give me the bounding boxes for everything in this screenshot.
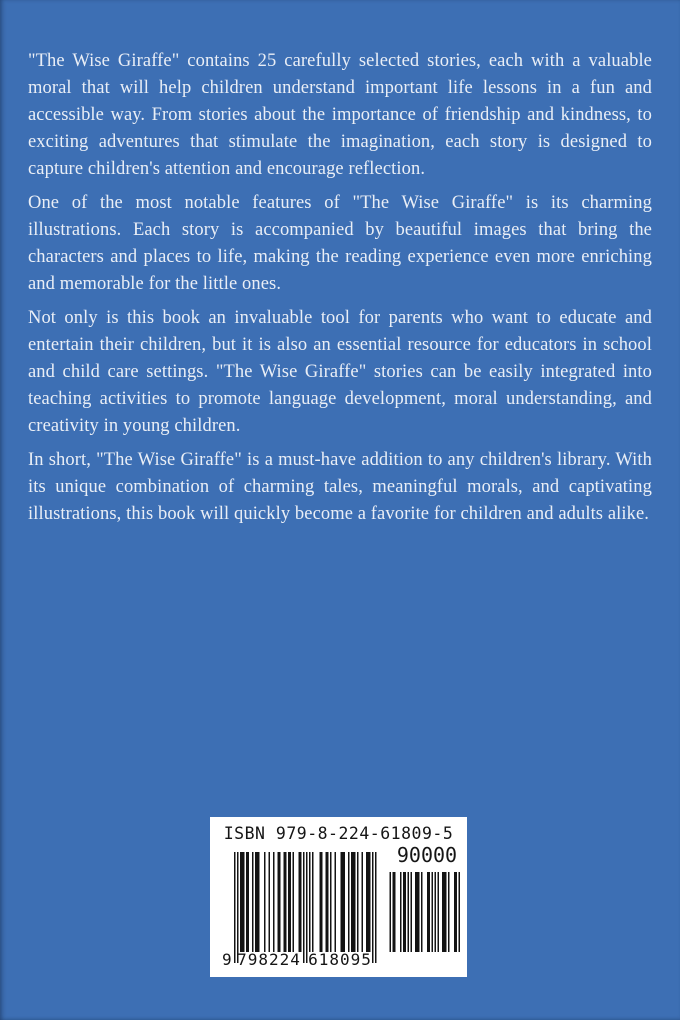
blurb-paragraph-4: In short, "The Wise Giraffe" is a must-have addition to any children's library. With its unique combination of charming tales, meaningful morals, and captivating illustrations, this book will quickly become a favorite for children and adults alike. — [28, 450, 652, 524]
blurb-paragraph-2: One of the most notable features of "The Wise Giraffe" is its charming illustrations. Each story is accompanied by beautiful images that bring the characters and places to life, making the reading experience even more enriching and memorable for the little ones. — [28, 193, 652, 294]
blurb-text-block — [28, 48, 652, 535]
ean13-digits-left: 798224 — [237, 950, 301, 969]
blurb-paragraph-1: "The Wise Giraffe" contains 25 carefully selected stories, each with a valuable moral that will help children understand important life lessons in a fun and accessible way. From stories about the importance of friendship and kindness, to exciting adventures that stimulate the imagination, each story is designed to capture children's attention and encourage reflection. — [28, 51, 652, 179]
ean13-human-digits — [220, 950, 380, 970]
ean13-barcode — [234, 852, 377, 963]
blurb-paragraph-3: Not only is this book an invaluable tool for parents who want to educate and entertain their children, but it is also an essential resource for educators in school and child care settings. "The Wise Giraffe" stories can be easily integrated into teaching activities to promote language development, moral understanding, and creativity in young children. — [28, 308, 652, 436]
ean13-digits-right: 618095 — [308, 950, 372, 969]
isbn-number-label: ISBN 979-8-224-61809-5 — [223, 824, 454, 843]
ean5-supplement-barcode — [388, 872, 460, 952]
price-supplement-label: 90000 — [396, 843, 458, 867]
isbn-barcode-panel — [210, 817, 467, 977]
ean13-digit-lead: 9 — [222, 950, 232, 969]
